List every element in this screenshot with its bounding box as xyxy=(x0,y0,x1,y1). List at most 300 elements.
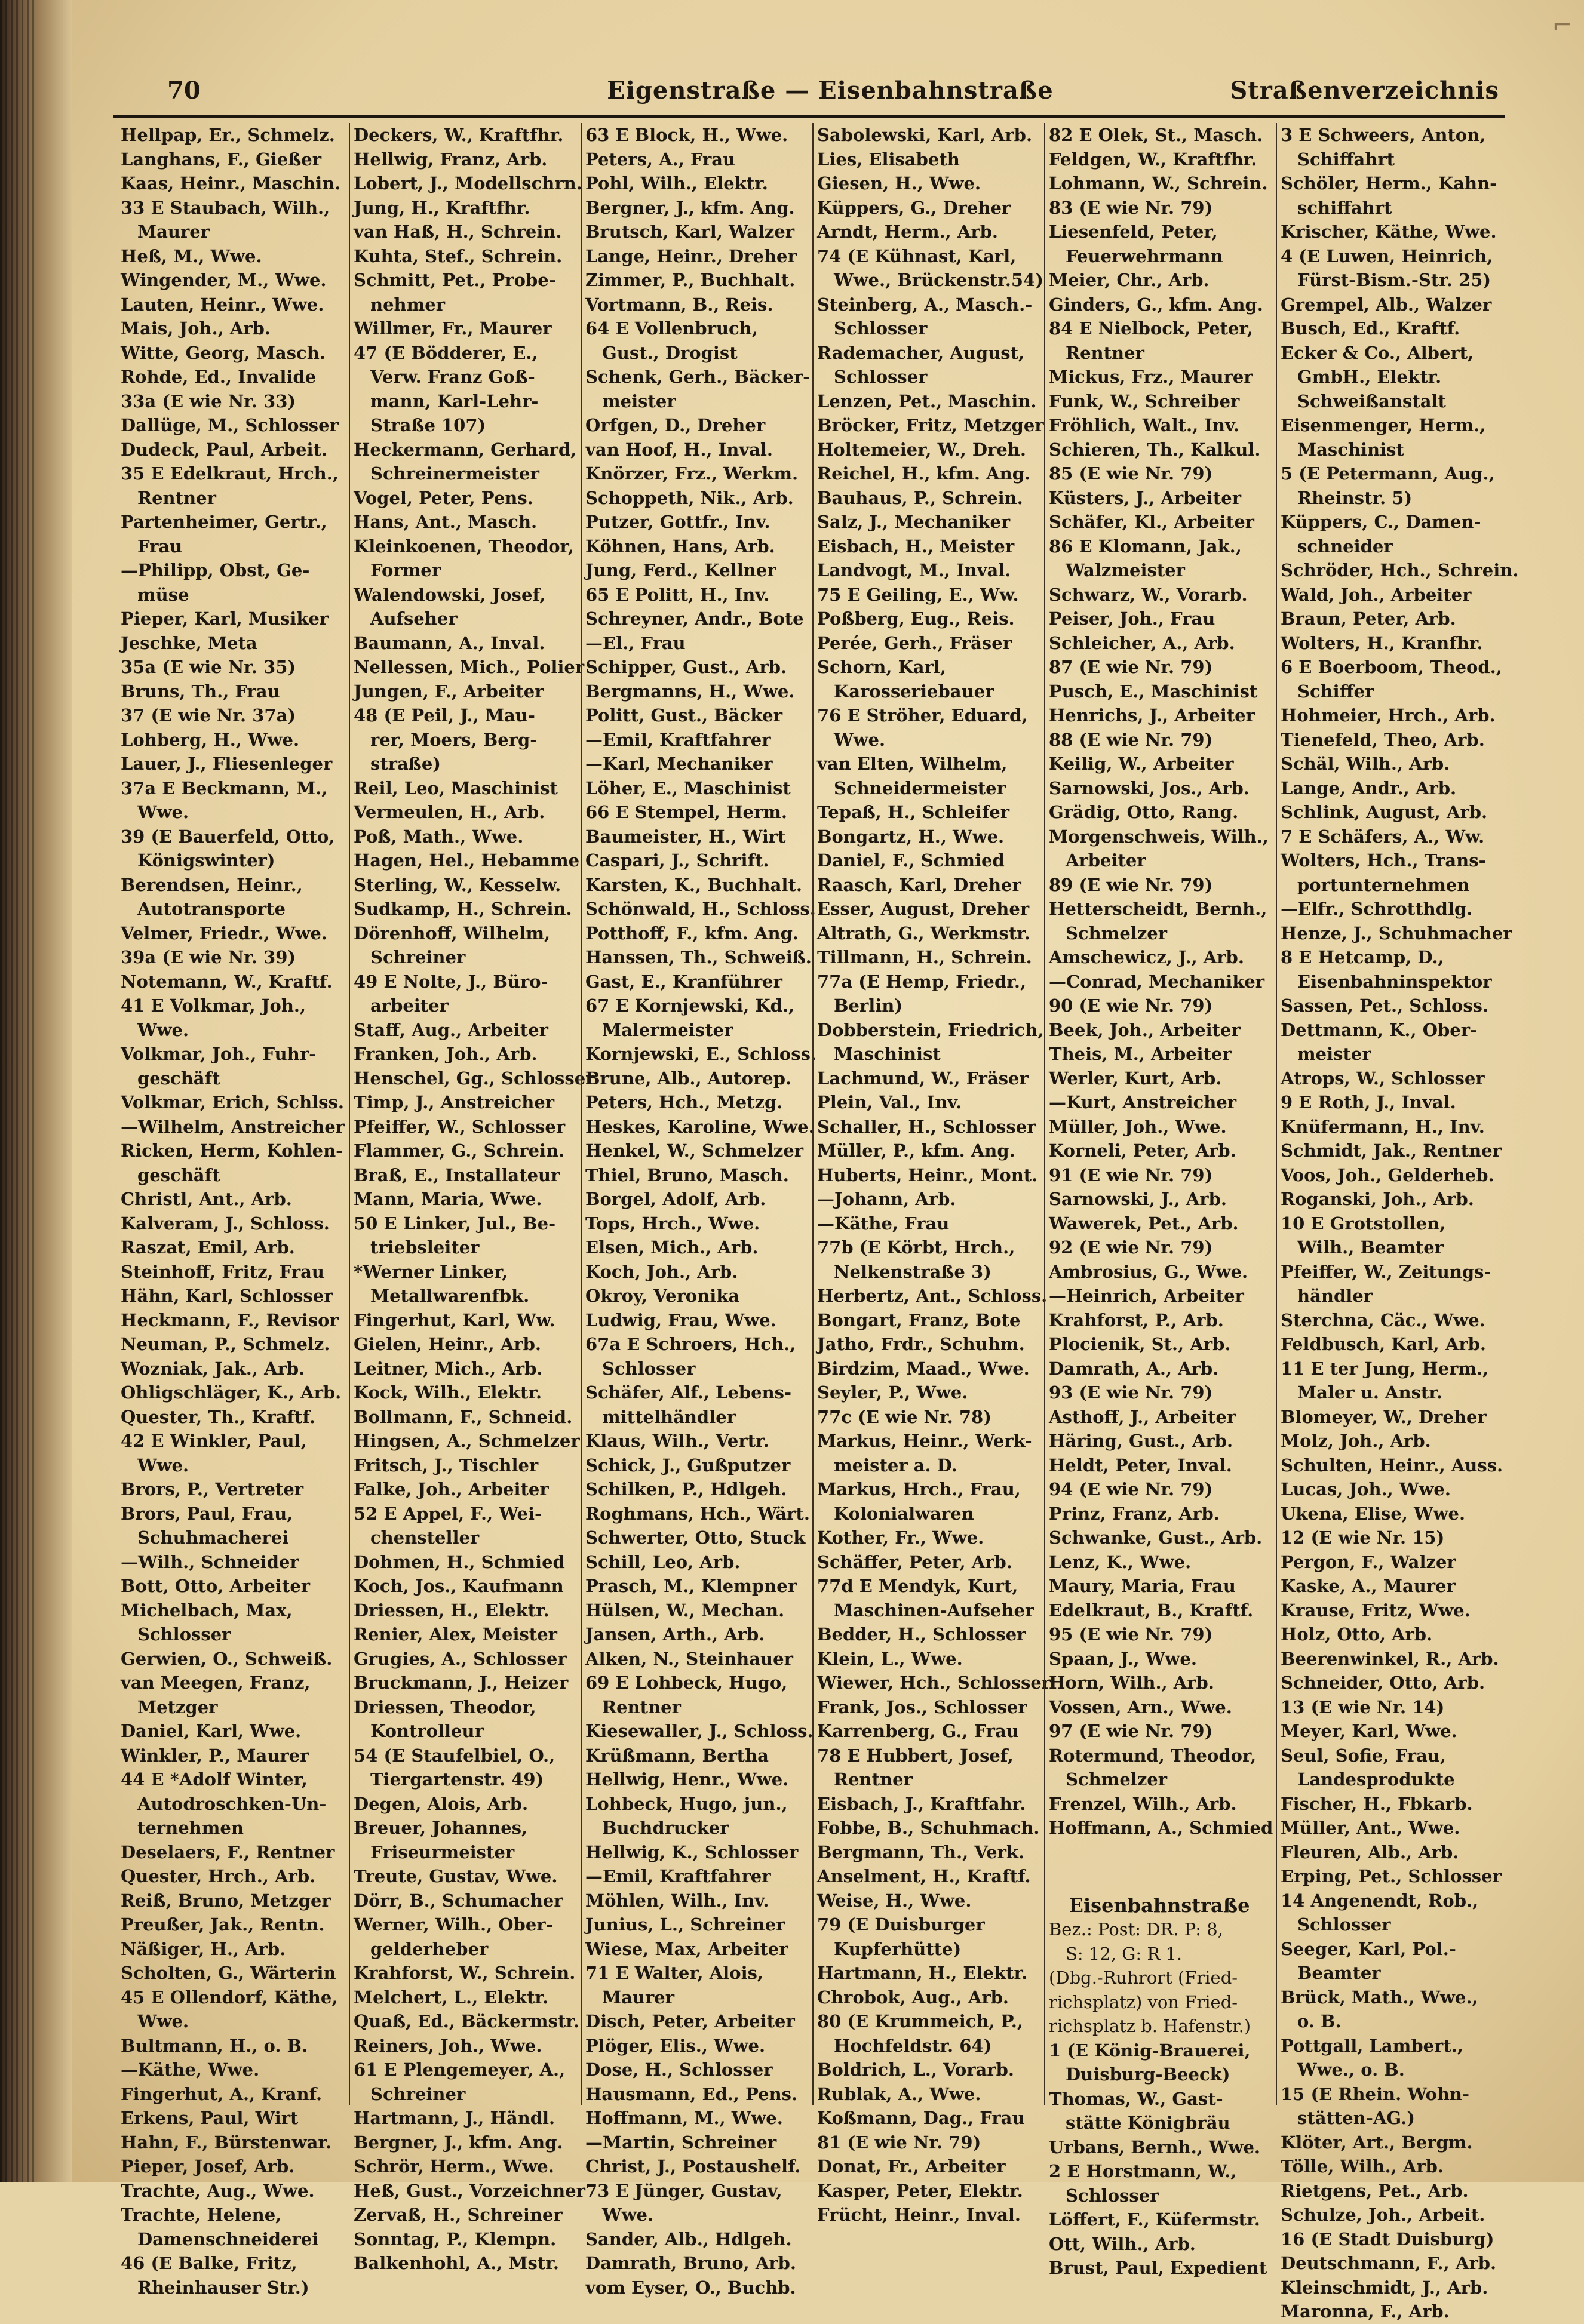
entry-line: Dallüge, M., Schlosser xyxy=(121,415,339,435)
entry-line: 11 E ter Jung, Herm., xyxy=(1281,1358,1489,1379)
entry-line: Lauer, J., Fliesenleger xyxy=(121,754,333,774)
entry-line: Prasch, M., Klempner xyxy=(585,1576,797,1596)
entry-line: Wwe. xyxy=(137,1455,189,1475)
entry-line: Putzer, Gottfr., Inv. xyxy=(585,512,770,532)
entry-line: Wiese, Max, Arbeiter xyxy=(585,1938,788,1959)
entry-line: triebsleiter xyxy=(370,1237,480,1258)
entry-line: Kasper, Peter, Elektr. xyxy=(817,2180,1023,2201)
entry-line: Werler, Kurt, Arb. xyxy=(1049,1068,1222,1089)
entry-line: Pottgall, Lambert., xyxy=(1281,2035,1463,2056)
page-number: 70 xyxy=(167,76,201,104)
entry-line: Brors, Paul, Frau, xyxy=(121,1503,293,1524)
entry-line: Anselment, H., Kraftf. xyxy=(817,1866,1031,1886)
entry-line: Dörenhoff, Wilhelm, xyxy=(354,923,551,943)
entry-line: Karosseriebauer xyxy=(834,681,994,702)
entry-line: Koßmann, Dag., Frau xyxy=(817,2108,1025,2128)
entry-line: Karsten, K., Buchhalt. xyxy=(585,874,802,895)
entry-line: 61 E Plengemeyer, A., xyxy=(354,2059,566,2080)
entry-line: 10 E Grotstollen, xyxy=(1281,1213,1446,1234)
entry-line: Korneli, Peter, Arb. xyxy=(1049,1141,1236,1161)
entry-line: Horn, Wilh., Arb. xyxy=(1049,1673,1214,1693)
entry-line: Aufseher xyxy=(370,608,458,629)
entry-line: (Dbg.-Ruhrort (Fried- xyxy=(1049,1968,1238,1988)
entry-line: Caspari, J., Schrift. xyxy=(585,850,769,871)
entry-line: Willmer, Fr., Maurer xyxy=(354,318,552,339)
entry-line: meister xyxy=(602,391,676,411)
entry-line: Fürst-Bism.-Str. 25) xyxy=(1297,270,1491,290)
entry-line: Schleicher, A., Arb. xyxy=(1049,632,1235,653)
entry-line: Deutschmann, F., Arb. xyxy=(1281,2253,1497,2273)
entry-line: müse xyxy=(137,584,189,605)
column-3 xyxy=(581,123,816,2298)
entry-line: Schulze, Joh., Arbeit. xyxy=(1281,2205,1485,2225)
entry-line: 84 E Nielbock, Peter, xyxy=(1049,318,1253,339)
entry-line: gelderheber xyxy=(370,1938,489,1959)
entry-line: Schmidt, Jak., Rentner xyxy=(1281,1141,1502,1161)
entry-line: 33a (E wie Nr. 33) xyxy=(121,391,296,411)
entry-line: Krahforst, W., Schrein. xyxy=(354,1963,576,1983)
entry-line: Schenk, Gerh., Bäcker- xyxy=(585,367,811,387)
entry-line: stätten-AG.) xyxy=(1297,2108,1415,2128)
entry-line: Fingerhut, Karl, Ww. xyxy=(354,1309,555,1330)
entry-line: Schöler, Herm., Kahn- xyxy=(1281,173,1497,193)
entry-line: Busch, Ed., Kraftf. xyxy=(1281,318,1460,339)
entry-line: Franken, Joh., Arb. xyxy=(354,1044,538,1064)
entry-line: 63 E Block, H., Wwe. xyxy=(585,125,788,145)
entry-line: Jung, Ferd., Kellner xyxy=(585,560,776,580)
entry-line: Borgel, Adolf, Arb. xyxy=(585,1189,766,1209)
entry-line: Maler u. Anstr. xyxy=(1297,1382,1443,1403)
entry-line: nehmer xyxy=(370,294,446,315)
entry-line: Peiser, Joh., Frau xyxy=(1049,608,1215,629)
entry-line: Krischer, Käthe, Wwe. xyxy=(1281,222,1497,242)
entry-line: Schuhmacherei xyxy=(137,1527,289,1548)
entry-line: Feuerwehrmann xyxy=(1066,245,1223,266)
entry-line: Vogel, Peter, Pens. xyxy=(354,487,533,508)
entry-line: Schmitt, Pet., Probe- xyxy=(354,270,556,290)
entry-line: Königswinter) xyxy=(137,850,275,871)
entry-line: —Philipp, Obst, Ge- xyxy=(121,560,310,580)
entry-line: Morgenschweis, Wilh., xyxy=(1049,826,1269,847)
entry-line: 48 (E Peil, J., Mau- xyxy=(354,705,535,726)
entry-line: 47 (E Bödderer, E., xyxy=(354,342,538,363)
entry-line: Witte, Georg, Masch. xyxy=(121,342,326,363)
entry-line: Rohde, Ed., Invalide xyxy=(121,367,317,387)
entry-line: Keilig, W., Arbeiter xyxy=(1049,754,1234,774)
entry-line: —Johann, Arb. xyxy=(817,1189,956,1209)
entry-line: Sassen, Pet., Schloss. xyxy=(1281,995,1489,1016)
section-title: Straßenverzeichnis xyxy=(1230,76,1499,104)
entry-line: Heß, M., Wwe. xyxy=(121,245,262,266)
entry-line: 83 (E wie Nr. 79) xyxy=(1049,197,1213,218)
entry-line: Berendsen, Heinr., xyxy=(121,874,303,895)
entry-line: Pergon, F., Walzer xyxy=(1281,1551,1456,1572)
entry-line: Asthoff, J., Arbeiter xyxy=(1049,1406,1236,1427)
entry-line: Henschel, Gg., Schlosser xyxy=(354,1068,595,1089)
entry-line: Walendowski, Josef, xyxy=(354,584,546,605)
book-binding xyxy=(0,0,72,2182)
entry-line: Damenschneiderei xyxy=(137,2228,319,2249)
entry-line: Sarnowski, Jos., Arb. xyxy=(1049,777,1250,798)
entry-line: Berlin) xyxy=(834,995,903,1016)
entry-line: Hülsen, W., Mechan. xyxy=(585,1600,785,1621)
entry-line: Boldrich, L., Vorarb. xyxy=(817,2059,1014,2080)
entry-line: Jung, H., Kraftfhr. xyxy=(354,197,530,218)
entry-line: 8 E Hetcamp, D., xyxy=(1281,947,1444,967)
entry-line: Orfgen, D., Dreher xyxy=(585,415,766,435)
entry-line: 37a E Beckmann, M., xyxy=(121,777,328,798)
entry-line: Potthoff, F., kfm. Ang. xyxy=(585,923,799,943)
entry-line: Molz, Joh., Arb. xyxy=(1281,1431,1431,1451)
entry-line: Brune, Alb., Autorep. xyxy=(585,1068,792,1089)
entry-line: Former xyxy=(370,560,441,580)
entry-line: Hochfeldstr. 64) xyxy=(834,2035,992,2056)
entry-line: Raszat, Emil, Arb. xyxy=(121,1237,295,1258)
entry-line: Schaller, H., Schlosser xyxy=(817,1116,1036,1137)
entry-line: Hohmeier, Hrch., Arb. xyxy=(1281,705,1496,726)
entry-line: Tölle, Wilh., Arb. xyxy=(1281,2156,1444,2177)
entry-line: Schreiner xyxy=(370,2083,466,2104)
entry-line: Schäffer, Peter, Arb. xyxy=(817,1551,1012,1572)
entry-line: Maronna, F., Arb. xyxy=(1281,2301,1450,2322)
entry-line: Maury, Maria, Frau xyxy=(1049,1576,1236,1596)
entry-line: Fingerhut, A., Kranf. xyxy=(121,2083,323,2104)
entry-line: 35 E Edelkraut, Hrch., xyxy=(121,463,339,484)
entry-line: Straße 107) xyxy=(370,415,486,435)
entry-line: Schlink, August, Arb. xyxy=(1281,802,1488,822)
entry-line: 80 (E Krummeich, P., xyxy=(817,2011,1023,2031)
entry-line: Seeger, Karl, Pol.- xyxy=(1281,1938,1456,1959)
entry-line: Michelbach, Max, xyxy=(121,1600,293,1621)
entry-line: Ambrosius, G., Wwe. xyxy=(1049,1261,1248,1282)
entry-line: Bott, Otto, Arbeiter xyxy=(121,1576,311,1596)
entry-line: Jansen, Arth., Arb. xyxy=(585,1624,765,1644)
entry-line: Arbeiter xyxy=(1066,850,1146,871)
entry-line: Roganski, Joh., Arb. xyxy=(1281,1189,1474,1209)
entry-line: 14 Angenendt, Rob., xyxy=(1281,1890,1479,1911)
entry-line: Feldgen, W., Kraftfhr. xyxy=(1049,149,1257,170)
entry-line: Löffert, F., Küfermstr. xyxy=(1049,2209,1260,2230)
entry-line: Hagen, Hel., Hebamme xyxy=(354,850,580,871)
entry-line: Bultmann, H., o. B. xyxy=(121,2035,308,2056)
entry-line: Vossen, Arn., Wwe. xyxy=(1049,1696,1232,1717)
entry-line: geschäft xyxy=(137,1068,220,1089)
entry-line: Köhnen, Hans, Arb. xyxy=(585,536,775,557)
entry-line: Schwanke, Gust., Arb. xyxy=(1049,1527,1263,1548)
entry-line: Bedder, H., Schlosser xyxy=(817,1624,1026,1644)
entry-line: meister xyxy=(1297,1044,1371,1064)
entry-line: Lies, Elisabeth xyxy=(817,149,960,170)
entry-line: straße) xyxy=(370,754,441,774)
entry-line: —Käthe, Frau xyxy=(817,1213,950,1234)
entry-line: —Heinrich, Arbeiter xyxy=(1049,1286,1244,1306)
entry-line: Schick, J., Gußputzer xyxy=(585,1455,791,1475)
entry-line: Zervaß, H., Schreiner xyxy=(354,2205,563,2225)
entry-line: mittelhändler xyxy=(602,1406,736,1427)
entry-line: Brust, Paul, Expedient xyxy=(1049,2258,1267,2278)
entry-line: Weise, H., Wwe. xyxy=(817,1890,972,1911)
entry-line: Frücht, Heinr., Inval. xyxy=(817,2205,1021,2225)
entry-line: Driessen, H., Elektr. xyxy=(354,1600,550,1621)
entry-line: Driessen, Theodor, xyxy=(354,1696,536,1717)
entry-line: Rheinstr. 5) xyxy=(1297,487,1413,508)
entry-line: Schönwald, H., Schloss. xyxy=(585,899,816,919)
entry-line: Tillmann, H., Schrein. xyxy=(817,947,1032,967)
entry-line: Baumann, A., Inval. xyxy=(354,632,545,653)
entry-line: Funk, W., Schreiber xyxy=(1049,391,1240,411)
entry-line: Lohmann, W., Schrein. xyxy=(1049,173,1268,193)
entry-line: Gust., Drogist xyxy=(602,342,738,363)
entry-line: Tepaß, H., Schleifer xyxy=(817,802,1010,822)
entry-line: 44 E *Adolf Winter, xyxy=(121,1769,308,1790)
entry-line: 46 (E Balke, Fritz, xyxy=(121,2253,297,2273)
entry-line: Kupferhütte) xyxy=(834,1938,962,1959)
entry-line: Buchdrucker xyxy=(602,1818,729,1838)
entry-line: Erkens, Paul, Wirt xyxy=(121,2108,299,2128)
entry-line: Löher, E., Maschinist xyxy=(585,777,791,798)
entry-line: 12 (E wie Nr. 15) xyxy=(1281,1527,1445,1548)
entry-line: Rentner xyxy=(602,1696,681,1717)
entry-line: Wwe. xyxy=(137,2011,189,2031)
entry-line: Zimmer, P., Buchhalt. xyxy=(585,270,796,290)
entry-line: Alken, N., Steinhauer xyxy=(585,1648,793,1669)
entry-line: —Wilh., Schneider xyxy=(121,1551,299,1572)
entry-line: arbeiter xyxy=(370,995,449,1016)
entry-line: Eisbach, J., Kraftfahr. xyxy=(817,1793,1026,1814)
entry-line: 4 (E Luwen, Heinrich, xyxy=(1281,245,1493,266)
entry-line: 41 E Volkmar, Joh., xyxy=(121,995,306,1016)
entry-line: Notemann, W., Kraftf. xyxy=(121,971,333,992)
entry-line: Altrath, G., Werkmstr. xyxy=(817,923,1030,943)
entry-line: Walzmeister xyxy=(1066,560,1185,580)
entry-line: Quester, Hrch., Arb. xyxy=(121,1866,316,1886)
entry-line: Atrops, W., Schlosser xyxy=(1281,1068,1485,1089)
entry-line: Lobert, J., Modellschrn. xyxy=(354,173,582,193)
entry-line: 86 E Klomann, Jak., xyxy=(1049,536,1242,557)
entry-line: Poßberg, Eug., Reis. xyxy=(817,608,1015,629)
entry-line: Schäl, Wilh., Arb. xyxy=(1281,754,1450,774)
entry-line: Kother, Fr., Wwe. xyxy=(817,1527,984,1548)
entry-line: meister a. D. xyxy=(834,1455,957,1475)
entry-line: Maschinen-Aufseher xyxy=(834,1600,1034,1621)
entry-line: Ecker & Co., Albert, xyxy=(1281,342,1474,363)
entry-line: Feldbusch, Karl, Arb. xyxy=(1281,1334,1487,1354)
entry-line: 87 (E wie Nr. 79) xyxy=(1049,657,1213,677)
entry-line: Chrobok, Aug., Arb. xyxy=(817,1987,1009,2008)
entry-line: Schmelzer xyxy=(1066,1769,1168,1790)
entry-line: richsplatz) von Fried- xyxy=(1049,1991,1238,2012)
entry-line: 74 (E Kühnast, Karl, xyxy=(817,245,1017,266)
entry-line: Seul, Sofie, Frau, xyxy=(1281,1745,1447,1766)
entry-line xyxy=(1045,1864,1273,1889)
entry-line: 1 (E König-Brauerei, xyxy=(1049,2040,1251,2061)
entry-line: 2 E Horstmann, W., xyxy=(1049,2161,1237,2181)
entry-line: Wwe. xyxy=(602,2205,654,2225)
entry-line: 3 E Schweers, Anton, xyxy=(1281,125,1486,145)
entry-line: Seyler, P., Wwe. xyxy=(817,1382,968,1403)
entry-line: Eisenmenger, Herm., xyxy=(1281,415,1486,435)
entry-line: Rentner xyxy=(1066,342,1144,363)
entry-line: Friseurmeister xyxy=(370,1842,515,1862)
entry-line: Schäfer, Kl., Arbeiter xyxy=(1049,512,1254,532)
entry-line: Wald, Joh., Arbeiter xyxy=(1281,584,1472,605)
entry-line: Rotermund, Theodor, xyxy=(1049,1745,1257,1766)
entry-line: Knüfermann, H., Inv. xyxy=(1281,1116,1485,1137)
entry-line: Lachmund, W., Fräser xyxy=(817,1068,1029,1089)
entry-line: Reichel, H., kfm. Ang. xyxy=(817,463,1031,484)
entry-line: 79 (E Duisburger xyxy=(817,1914,985,1935)
entry-line: 67 E Kornjewski, Kd., xyxy=(585,995,795,1016)
entry-line: ternehmen xyxy=(137,1818,244,1838)
entry-line: 7 E Schäfers, A., Ww. xyxy=(1281,826,1485,847)
entry-line: Prinz, Franz, Arb. xyxy=(1049,1503,1220,1524)
entry-line: Schröder, Hch., Schrein. xyxy=(1281,560,1519,580)
entry-line: Henkel, W., Schmelzer xyxy=(585,1141,804,1161)
entry-line: Maschinist xyxy=(1297,439,1404,460)
entry-line: Theis, M., Arbeiter xyxy=(1049,1044,1232,1064)
entry-line: Lange, Heinr., Dreher xyxy=(585,245,797,266)
entry-line: Küppers, G., Dreher xyxy=(817,197,1011,218)
entry-line: Hellwig, Henr., Wwe. xyxy=(585,1769,789,1790)
entry-line: Sonntag, P., Klempn. xyxy=(354,2228,557,2249)
entry-line: Balkenhohl, A., Mstr. xyxy=(354,2253,559,2273)
entry-line: Koch, Jos., Kaufmann xyxy=(354,1576,564,1596)
entry-line: Kaske, A., Maurer xyxy=(1281,1576,1456,1596)
entry-line: chensteller xyxy=(370,1527,480,1548)
entry-line: Fischer, H., Fbkarb. xyxy=(1281,1793,1473,1814)
entry-line: Hellwig, K., Schlosser xyxy=(585,1842,799,1862)
entry-line: —Karl, Mechaniker xyxy=(585,754,773,774)
entry-line: Grädig, Otto, Rang. xyxy=(1049,802,1239,822)
entry-line: 77c (E wie Nr. 78) xyxy=(817,1406,991,1427)
entry-line: Roghmans, Hch., Wärt. xyxy=(585,1503,810,1524)
entry-line: Daniel, Karl, Wwe. xyxy=(121,1721,302,1741)
entry-line: 77b (E Körbt, Hrch., xyxy=(817,1237,1015,1258)
entry-line: Lohbeck, Hugo, jun., xyxy=(585,1793,788,1814)
entry-line: Hahn, F., Bürstenwar. xyxy=(121,2132,332,2153)
entry-line: Wwe. xyxy=(137,1019,189,1040)
entry-line: Hoffmann, A., Schmied xyxy=(1049,1818,1273,1838)
entry-line: Schlosser xyxy=(834,367,928,387)
entry-line: 6 E Boerboom, Theod., xyxy=(1281,657,1502,677)
entry-line: Hartmann, H., Elektr. xyxy=(817,1963,1028,1983)
entry-line: Deselaers, F., Rentner xyxy=(121,1842,335,1862)
entry-line: Wolters, H., Kranfhr. xyxy=(1281,632,1483,653)
entry-line: Plein, Val., Inv. xyxy=(817,1092,962,1112)
entry-line: 90 (E wie Nr. 79) xyxy=(1049,995,1213,1016)
entry-line: Sterchna, Cäc., Wwe. xyxy=(1281,1309,1485,1330)
entry-line: Baumeister, H., Wirt xyxy=(585,826,786,847)
entry-line: 69 E Lohbeck, Hugo, xyxy=(585,1673,788,1693)
entry-line: Schipper, Gust., Arb. xyxy=(585,657,787,677)
entry-line: 85 (E wie Nr. 79) xyxy=(1049,463,1213,484)
entry-line: Flammer, G., Schrein. xyxy=(354,1141,565,1161)
entry-line: Beamter xyxy=(1297,1963,1381,1983)
entry-line: Heskes, Karoline, Wwe. xyxy=(585,1116,815,1137)
entry-line: Beek, Joh., Arbeiter xyxy=(1049,1019,1241,1040)
entry-line: Wwe. xyxy=(137,802,189,822)
entry-line: Metzger xyxy=(137,1696,218,1717)
entry-line: Reiß, Bruno, Metzger xyxy=(121,1890,331,1911)
entry-line: 75 E Geiling, E., Ww. xyxy=(817,584,1019,605)
entry-line: Grugies, A., Schlosser xyxy=(354,1648,567,1669)
entry-line: Landesprodukte xyxy=(1297,1769,1455,1790)
entry-line: Müller, Ant., Wwe. xyxy=(1281,1818,1460,1838)
entry-line: Holtemeier, W., Dreh. xyxy=(817,439,1026,460)
entry-line: Arndt, Herm., Arb. xyxy=(817,222,998,242)
entry-line: richsplatz b. Hafenstr.) xyxy=(1049,2016,1251,2036)
entry-line: Mann, Maria, Wwe. xyxy=(354,1189,542,1209)
entry-line: 73 E Jünger, Gustav, xyxy=(585,2180,782,2201)
entry-line: Häring, Gust., Arb. xyxy=(1049,1431,1233,1451)
entry-line: GmbH., Elektr. xyxy=(1297,367,1442,387)
entry-line: Salz, J., Mechaniker xyxy=(817,512,1011,532)
entry-line: Sterling, W., Kesselw. xyxy=(354,874,561,895)
entry-line: 82 E Olek, St., Masch. xyxy=(1049,125,1263,145)
entry-line: Thomas, W., Gast- xyxy=(1049,2088,1223,2109)
entry-line: Schmelzer xyxy=(1066,923,1168,943)
entry-line: Brors, P., Vertreter xyxy=(121,1479,304,1499)
entry-line: Schreinermeister xyxy=(370,463,539,484)
entry-line: 95 (E wie Nr. 79) xyxy=(1049,1624,1213,1644)
entry-line: Christ, J., Postaushelf. xyxy=(585,2156,801,2177)
entry-line: —Emil, Kraftfahrer xyxy=(585,1866,771,1886)
entry-line: Schreyner, Andr., Bote xyxy=(585,608,804,629)
entry-line: Ludwig, Frau, Wwe. xyxy=(585,1309,776,1330)
entry-line: 39 (E Bauerfeld, Otto, xyxy=(121,826,335,847)
entry-line: 35a (E wie Nr. 35) xyxy=(121,657,296,677)
entry-line: geschäft xyxy=(137,1164,220,1185)
entry-line: Jungen, F., Arbeiter xyxy=(354,681,544,702)
entry-line: 71 E Walter, Alois, xyxy=(585,1963,764,1983)
entry-line: Meyer, Karl, Wwe. xyxy=(1281,1721,1457,1741)
entry-line: Bruns, Th., Frau xyxy=(121,681,280,702)
entry-line: Politt, Gust., Bäcker xyxy=(585,705,783,726)
entry-line: Schorn, Karl, xyxy=(817,657,946,677)
entry-line: Fröhlich, Walt., Inv. xyxy=(1049,415,1239,435)
entry-line: Schill, Leo, Arb. xyxy=(585,1551,741,1572)
entry-line: Kaas, Heinr., Maschin. xyxy=(121,173,341,193)
entry-line: van Elten, Wilhelm, xyxy=(817,754,1008,774)
entry-line: Fritsch, J., Tischler xyxy=(354,1455,539,1475)
entry-line: Hartmann, J., Händl. xyxy=(354,2108,555,2128)
entry-line: Jatho, Frdr., Schuhm. xyxy=(817,1334,1025,1354)
entry-line: 76 E Ströher, Eduard, xyxy=(817,705,1028,726)
entry-line: Volkmar, Erich, Schlss. xyxy=(121,1092,344,1112)
entry-line: Tops, Hrch., Wwe. xyxy=(585,1213,760,1234)
entry-line: Sander, Alb., Hdlgeh. xyxy=(585,2228,792,2249)
entry-line: Staff, Aug., Arbeiter xyxy=(354,1019,548,1040)
entry-line: Trachte, Helene, xyxy=(121,2205,282,2225)
entry-line: Rentner xyxy=(834,1769,913,1790)
entry-line: Malermeister xyxy=(602,1019,733,1040)
entry-line: Nelkenstraße 3) xyxy=(834,1261,991,1282)
entry-line: 97 (E wie Nr. 79) xyxy=(1049,1721,1213,1741)
entry-line: —Martin, Schreiner xyxy=(585,2132,777,2153)
entry-line: Hetterscheidt, Bernh., xyxy=(1049,899,1267,919)
entry-line: Ricken, Herm, Kohlen- xyxy=(121,1141,343,1161)
entry-line: Hans, Ant., Masch. xyxy=(354,512,538,532)
column-5 xyxy=(1044,123,1273,2278)
entry-line: Kleinschmidt, J., Arb. xyxy=(1281,2277,1488,2298)
entry-line: Giesen, H., Wwe. xyxy=(817,173,981,193)
entry-line: Perée, Gerh., Fräser xyxy=(817,632,1012,653)
entry-line: Ginders, G., kfm. Ang. xyxy=(1049,294,1263,315)
entry-line: Braß, E., Installateur xyxy=(354,1164,560,1185)
entry-line: Neuman, P., Schmelz. xyxy=(121,1334,330,1354)
entry-line: Ukena, Elise, Wwe. xyxy=(1281,1503,1466,1524)
entry-line: Eisbach, H., Meister xyxy=(817,536,1015,557)
